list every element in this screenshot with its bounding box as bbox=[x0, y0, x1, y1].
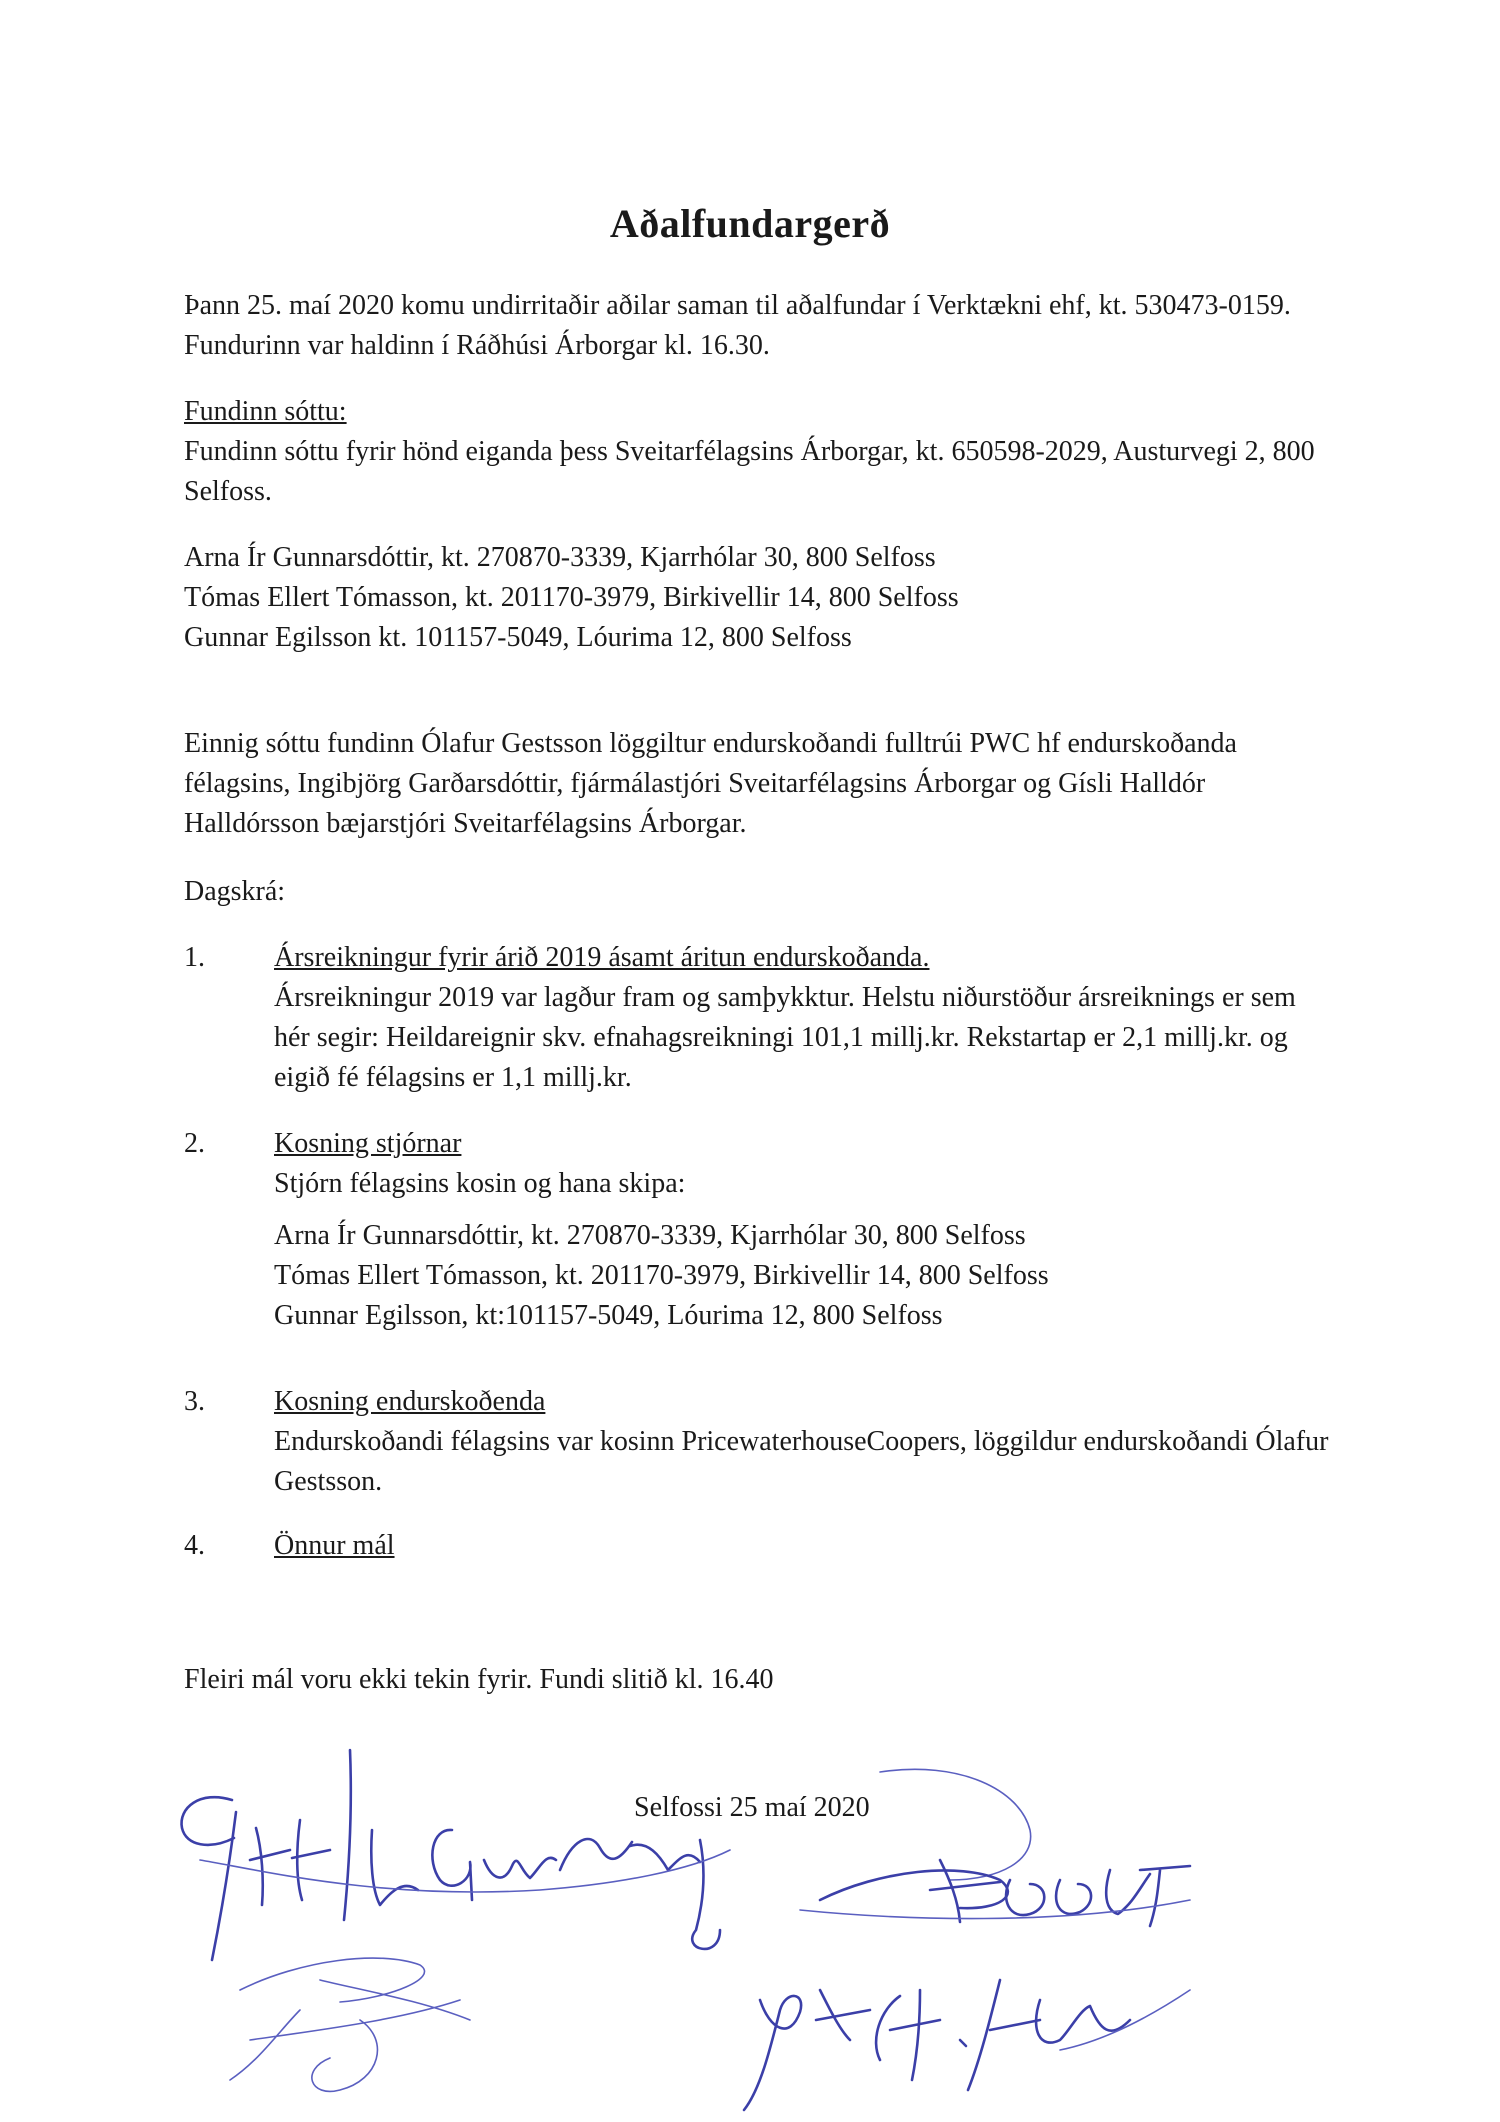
signature-gisli bbox=[744, 1980, 1190, 2110]
agenda-heading-4: Önnur mál bbox=[274, 1530, 395, 1561]
agenda-item-2 bbox=[274, 1124, 1334, 1204]
agenda-number-3: 3. bbox=[184, 1386, 205, 1417]
agenda-item-1 bbox=[274, 938, 1334, 1098]
attendee-2: Tómas Ellert Tómasson, kt. 201170-3979, Birkivellir 14, 800 Selfoss bbox=[184, 582, 959, 613]
agenda-number-1: 1. bbox=[184, 942, 205, 973]
attendee-list bbox=[184, 538, 1334, 658]
agenda-number-4: 4. bbox=[184, 1530, 205, 1561]
agenda-body-2: Stjórn félagsins kosin og hana skipa: bbox=[274, 1168, 686, 1199]
attendee-1: Arna Ír Gunnarsdóttir, kt. 270870-3339, Kjarrhólar 30, 800 Selfoss bbox=[184, 542, 936, 573]
board-member-2: Tómas Ellert Tómasson, kt. 201170-3979, Birkivellir 14, 800 Selfoss bbox=[274, 1260, 1049, 1291]
attendance-heading: Fundinn sóttu: bbox=[184, 396, 347, 427]
intro-paragraph: Þann 25. maí 2020 komu undirritaðir aðilar saman til aðalfundar í Verktækni ehf, kt. 530473-0159. Fundurinn var haldinn í Ráðhúsi Árborgar kl. 16.30. bbox=[184, 290, 1291, 361]
document-title: Aðalfundargerð bbox=[609, 201, 891, 246]
board-member-3: Gunnar Egilsson, kt:101157-5049, Lóurima 12, 800 Selfoss bbox=[274, 1300, 943, 1331]
agenda-item-3 bbox=[274, 1382, 1334, 1502]
agenda-number-2: 2. bbox=[184, 1128, 205, 1159]
agenda-body-3: Endurskoðandi félagsins var kosinn PricewaterhouseCoopers, löggildur endurskoðandi Ólafur Gestsson. bbox=[274, 1426, 1329, 1497]
agenda-heading-3: Kosning endurskoðenda bbox=[274, 1386, 546, 1417]
board-member-list bbox=[274, 1216, 1334, 1336]
agenda-item-4 bbox=[274, 1526, 1334, 1566]
agenda-label: Dagskrá: bbox=[184, 876, 286, 907]
agenda-heading-2: Kosning stjórnar bbox=[274, 1128, 462, 1159]
place-and-date: Selfossi 25 maí 2020 bbox=[634, 1792, 870, 1823]
signature-gunnar bbox=[230, 1958, 470, 2091]
closing-statement: Fleiri mál voru ekki tekin fyrir. Fundi slitið kl. 16.40 bbox=[184, 1664, 774, 1695]
signature-arna bbox=[182, 1750, 730, 1960]
attendance-paragraph: Fundinn sóttu fyrir hönd eiganda þess Sveitarfélagsins Árborgar, kt. 650598-2029, Austurvegi 2, 800 Selfoss. bbox=[184, 436, 1315, 507]
agenda-body-1: Ársreikningur 2019 var lagður fram og samþykktur. Helstu niðurstöður ársreiknings er sem hér segir: Heildareignir skv. efnahagsreikningi 101,1 millj.kr. Rekstartap er 2,1 millj.kr. og eigið fé félagsins er 1,1 millj.kr. bbox=[274, 982, 1296, 1093]
board-member-1: Arna Ír Gunnarsdóttir, kt. 270870-3339, Kjarrhólar 30, 800 Selfoss bbox=[274, 1220, 1026, 1251]
agenda-heading-1: Ársreikningur fyrir árið 2019 ásamt áritun endurskoðanda. bbox=[274, 942, 930, 973]
attendee-3: Gunnar Egilsson kt. 101157-5049, Lóurima 12, 800 Selfoss bbox=[184, 622, 852, 653]
also-attended-paragraph: Einnig sóttu fundinn Ólafur Gestsson löggiltur endurskoðandi fulltrúi PWC hf endurskoðanda félagsins, Ingibjörg Garðarsdóttir, fjármálastjóri Sveitarfélagsins Árborgar og Gísli Halldór Halldórsson bæjarstjóri Sveitarfélagsins Árborgar. bbox=[184, 728, 1237, 839]
